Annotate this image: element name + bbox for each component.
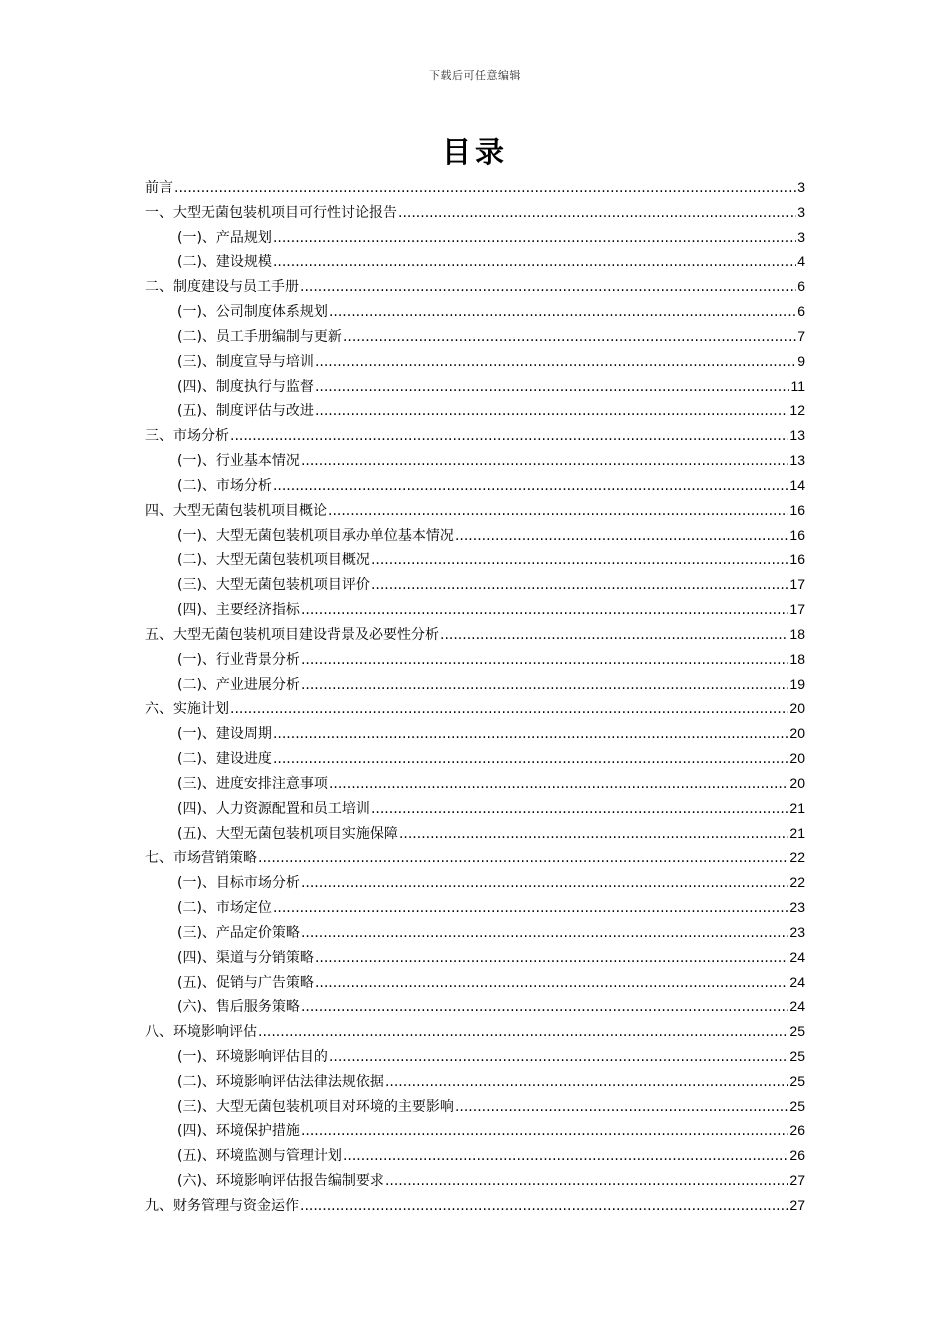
toc-page-number: 18 bbox=[789, 625, 805, 642]
toc-section-entry[interactable] bbox=[145, 225, 805, 250]
toc-dot-leader bbox=[315, 375, 790, 400]
toc-entry-title: (二)、建设规模 bbox=[177, 254, 272, 271]
toc-page-number: 3 bbox=[797, 203, 805, 220]
toc-section-entry[interactable] bbox=[145, 870, 805, 895]
toc-page-number: 16 bbox=[789, 501, 805, 518]
toc-section-entry[interactable] bbox=[145, 945, 805, 970]
toc-page-number: 14 bbox=[789, 476, 805, 493]
toc-dot-leader bbox=[301, 673, 788, 698]
toc-section-entry[interactable] bbox=[145, 349, 805, 374]
toc-dot-leader bbox=[385, 1169, 788, 1194]
toc-dot-leader bbox=[301, 598, 788, 623]
toc-entry-title: (三)、产品定价策略 bbox=[177, 924, 300, 941]
toc-dot-leader bbox=[371, 548, 788, 573]
toc-entry-title: (一)、建设周期 bbox=[177, 726, 272, 743]
toc-dot-leader bbox=[300, 1194, 788, 1219]
toc-section-entry[interactable] bbox=[145, 796, 805, 821]
toc-page-number: 20 bbox=[789, 774, 805, 791]
toc-entry-title: (五)、环境监测与管理计划 bbox=[177, 1148, 342, 1165]
toc-dot-leader bbox=[301, 995, 788, 1020]
toc-page-number: 17 bbox=[789, 576, 805, 593]
toc-entry-title: (四)、人力资源配置和员工培训 bbox=[177, 800, 370, 817]
toc-page-number: 26 bbox=[789, 1122, 805, 1139]
toc-section-entry[interactable] bbox=[145, 299, 805, 324]
toc-dot-leader bbox=[230, 424, 788, 449]
toc-entry-title: (三)、大型无菌包装机项目评价 bbox=[177, 577, 370, 594]
toc-dot-leader bbox=[273, 474, 788, 499]
toc-entry-title: (三)、大型无菌包装机项目对环境的主要影响 bbox=[177, 1098, 454, 1115]
toc-section-entry[interactable] bbox=[145, 920, 805, 945]
toc-entry-title: 三、市场分析 bbox=[145, 428, 229, 445]
page-header: 下载后可任意编辑 bbox=[429, 69, 521, 82]
toc-dot-leader bbox=[315, 399, 788, 424]
toc-page-number: 22 bbox=[789, 874, 805, 891]
toc-entry-title: 六、实施计划 bbox=[145, 701, 229, 718]
toc-entry-title: (五)、制度评估与改进 bbox=[177, 403, 314, 420]
toc-entry-title: (四)、渠道与分销策略 bbox=[177, 949, 314, 966]
toc-entry-title: (二)、市场定位 bbox=[177, 900, 272, 917]
toc-dot-leader bbox=[385, 1070, 788, 1095]
toc-section-entry[interactable] bbox=[145, 746, 805, 771]
toc-entry-title: (一)、产品规划 bbox=[177, 229, 272, 246]
toc-chapter-entry[interactable] bbox=[145, 1019, 805, 1044]
toc-page-number: 7 bbox=[797, 327, 805, 344]
toc-entry-title: (一)、大型无菌包装机项目承办单位基本情况 bbox=[177, 527, 454, 544]
toc-chapter-entry[interactable] bbox=[145, 423, 805, 448]
toc-entry-title: (二)、大型无菌包装机项目概况 bbox=[177, 552, 370, 569]
toc-section-entry[interactable] bbox=[145, 249, 805, 274]
toc-chapter-entry[interactable] bbox=[145, 175, 805, 200]
toc-dot-leader bbox=[329, 300, 796, 325]
toc-dot-leader bbox=[329, 1045, 788, 1070]
toc-page-number: 26 bbox=[789, 1147, 805, 1164]
toc-page-number: 24 bbox=[789, 948, 805, 965]
toc-entry-title: (一)、公司制度体系规划 bbox=[177, 304, 328, 321]
toc-entry-title: (二)、建设进度 bbox=[177, 751, 272, 768]
toc-entry-title: (四)、制度执行与监督 bbox=[177, 378, 314, 395]
toc-entry-title: (二)、员工手册编制与更新 bbox=[177, 328, 342, 345]
toc-dot-leader bbox=[343, 1144, 788, 1169]
toc-dot-leader bbox=[258, 846, 788, 871]
toc-dot-leader bbox=[301, 871, 788, 896]
toc-section-entry[interactable] bbox=[145, 1168, 805, 1193]
toc-entry-title: (一)、行业基本情况 bbox=[177, 453, 300, 470]
toc-chapter-entry[interactable] bbox=[145, 200, 805, 225]
toc-page-number: 24 bbox=[789, 973, 805, 990]
toc-entry-title: (三)、进度安排注意事项 bbox=[177, 775, 328, 792]
toc-page-number: 6 bbox=[797, 278, 805, 295]
toc-section-entry[interactable] bbox=[145, 1069, 805, 1094]
toc-section-entry[interactable] bbox=[145, 1044, 805, 1069]
toc-section-entry[interactable] bbox=[145, 672, 805, 697]
toc-page-number: 3 bbox=[797, 179, 805, 195]
toc-page-number: 16 bbox=[789, 551, 805, 568]
toc-chapter-entry[interactable] bbox=[145, 1193, 805, 1218]
toc-page-number: 23 bbox=[789, 923, 805, 940]
toc-entry-title: (二)、产业进展分析 bbox=[177, 676, 300, 693]
toc-page-number: 21 bbox=[789, 799, 805, 816]
toc-section-entry[interactable] bbox=[145, 721, 805, 746]
toc-dot-leader bbox=[174, 176, 796, 201]
toc-section-entry[interactable] bbox=[145, 448, 805, 473]
toc-dot-leader bbox=[455, 524, 788, 549]
toc-entry-title: (三)、制度宣导与培训 bbox=[177, 353, 314, 370]
toc-entry-title: (二)、市场分析 bbox=[177, 477, 272, 494]
toc-dot-leader bbox=[273, 226, 796, 251]
toc-page-number: 11 bbox=[790, 377, 805, 394]
toc-section-entry[interactable] bbox=[145, 647, 805, 672]
toc-dot-leader bbox=[399, 822, 788, 847]
toc-entry-title: (一)、行业背景分析 bbox=[177, 651, 300, 668]
toc-section-entry[interactable] bbox=[145, 398, 805, 423]
toc-page-number: 20 bbox=[789, 750, 805, 767]
toc-dot-leader bbox=[273, 250, 796, 275]
toc-page-number: 27 bbox=[789, 1172, 805, 1189]
toc-section-entry[interactable] bbox=[145, 771, 805, 796]
toc-dot-leader bbox=[301, 449, 788, 474]
toc-section-entry[interactable] bbox=[145, 1143, 805, 1168]
toc-page-number: 3 bbox=[797, 228, 805, 245]
toc-page-number: 9 bbox=[797, 352, 805, 369]
toc-page-number: 6 bbox=[797, 303, 805, 320]
toc-chapter-entry[interactable] bbox=[145, 498, 805, 523]
toc-entry-title: 九、财务管理与资金运作 bbox=[145, 1197, 299, 1214]
toc-entry-title: 七、市场营销策略 bbox=[145, 850, 257, 867]
toc-page-number: 23 bbox=[789, 899, 805, 916]
toc-section-entry[interactable] bbox=[145, 1118, 805, 1143]
toc-section-entry[interactable] bbox=[145, 597, 805, 622]
toc-entry-title: (六)、售后服务策略 bbox=[177, 999, 300, 1016]
toc-page-number: 25 bbox=[789, 1097, 805, 1114]
toc-dot-leader bbox=[273, 747, 788, 772]
toc-entry-title: (六)、环境影响评估报告编制要求 bbox=[177, 1173, 384, 1190]
toc-entry-title: 四、大型无菌包装机项目概论 bbox=[145, 502, 327, 519]
toc-page-number: 4 bbox=[797, 253, 805, 270]
toc-page-number: 13 bbox=[789, 427, 805, 444]
toc-chapter-entry[interactable] bbox=[145, 845, 805, 870]
toc-title: 目录 bbox=[441, 135, 508, 169]
toc-chapter-entry[interactable] bbox=[145, 696, 805, 721]
toc-entry-title: 五、大型无菌包装机项目建设背景及必要性分析 bbox=[145, 626, 439, 643]
toc-dot-leader bbox=[315, 946, 788, 971]
toc-section-entry[interactable] bbox=[145, 523, 805, 548]
toc-page-number: 25 bbox=[789, 1072, 805, 1089]
toc-section-entry[interactable] bbox=[145, 324, 805, 349]
toc-page-number: 13 bbox=[789, 452, 805, 469]
toc-entry-title: 二、制度建设与员工手册 bbox=[145, 279, 299, 296]
toc-dot-leader bbox=[329, 772, 788, 797]
toc-dot-leader bbox=[230, 697, 788, 722]
toc-dot-leader bbox=[315, 350, 796, 375]
toc-dot-leader bbox=[371, 573, 788, 598]
toc-dot-leader bbox=[273, 722, 788, 747]
toc-entry-title: (四)、主要经济指标 bbox=[177, 602, 300, 619]
toc-section-entry[interactable] bbox=[145, 572, 805, 597]
toc-dot-leader bbox=[315, 971, 788, 996]
toc-entry-title: 八、环境影响评估 bbox=[145, 1024, 257, 1041]
toc-dot-leader bbox=[455, 1095, 788, 1120]
toc-page-number: 19 bbox=[789, 675, 805, 692]
toc-section-entry[interactable] bbox=[145, 970, 805, 995]
toc-chapter-entry[interactable] bbox=[145, 274, 805, 299]
toc-entry-title: 一、大型无菌包装机项目可行性讨论报告 bbox=[145, 204, 397, 221]
toc-dot-leader bbox=[301, 1119, 788, 1144]
toc-page-number: 18 bbox=[789, 650, 805, 667]
toc-section-entry[interactable] bbox=[145, 374, 805, 399]
toc-page-number: 20 bbox=[789, 725, 805, 742]
toc-dot-leader bbox=[258, 1020, 788, 1045]
toc-chapter-entry[interactable] bbox=[145, 622, 805, 647]
toc-dot-leader bbox=[343, 325, 796, 350]
toc-page-number: 12 bbox=[789, 402, 805, 419]
toc-dot-leader bbox=[328, 499, 788, 524]
toc-entry-title: (五)、促销与广告策略 bbox=[177, 974, 314, 991]
toc-section-entry[interactable] bbox=[145, 895, 805, 920]
toc-entry-title: (一)、目标市场分析 bbox=[177, 875, 300, 892]
toc-dot-leader bbox=[301, 921, 788, 946]
toc-section-entry[interactable] bbox=[145, 821, 805, 846]
toc-page-number: 21 bbox=[789, 824, 805, 841]
toc-page-number: 20 bbox=[789, 700, 805, 717]
toc-dot-leader bbox=[301, 648, 788, 673]
toc-dot-leader bbox=[273, 896, 788, 921]
toc-dot-leader bbox=[300, 275, 796, 300]
toc-dot-leader bbox=[398, 201, 796, 226]
toc-dot-leader bbox=[440, 623, 788, 648]
table-of-contents bbox=[145, 175, 805, 1218]
toc-page-number: 25 bbox=[789, 1047, 805, 1064]
toc-entry-title: (一)、环境影响评估目的 bbox=[177, 1048, 328, 1065]
toc-page-number: 22 bbox=[789, 849, 805, 866]
toc-page-number: 16 bbox=[789, 526, 805, 543]
toc-entry-title: (四)、环境保护措施 bbox=[177, 1123, 300, 1140]
toc-entry-title: (五)、大型无菌包装机项目实施保障 bbox=[177, 825, 398, 842]
toc-page-number: 17 bbox=[789, 601, 805, 618]
toc-dot-leader bbox=[371, 797, 788, 822]
toc-section-entry[interactable] bbox=[145, 994, 805, 1019]
toc-section-entry[interactable] bbox=[145, 547, 805, 572]
toc-page-number: 25 bbox=[789, 1023, 805, 1040]
toc-page-number: 24 bbox=[789, 998, 805, 1015]
toc-section-entry[interactable] bbox=[145, 1094, 805, 1119]
toc-entry-title: 前言 bbox=[145, 180, 173, 196]
toc-entry-title: (二)、环境影响评估法律法规依据 bbox=[177, 1073, 384, 1090]
toc-section-entry[interactable] bbox=[145, 473, 805, 498]
toc-page-number: 27 bbox=[789, 1196, 805, 1213]
